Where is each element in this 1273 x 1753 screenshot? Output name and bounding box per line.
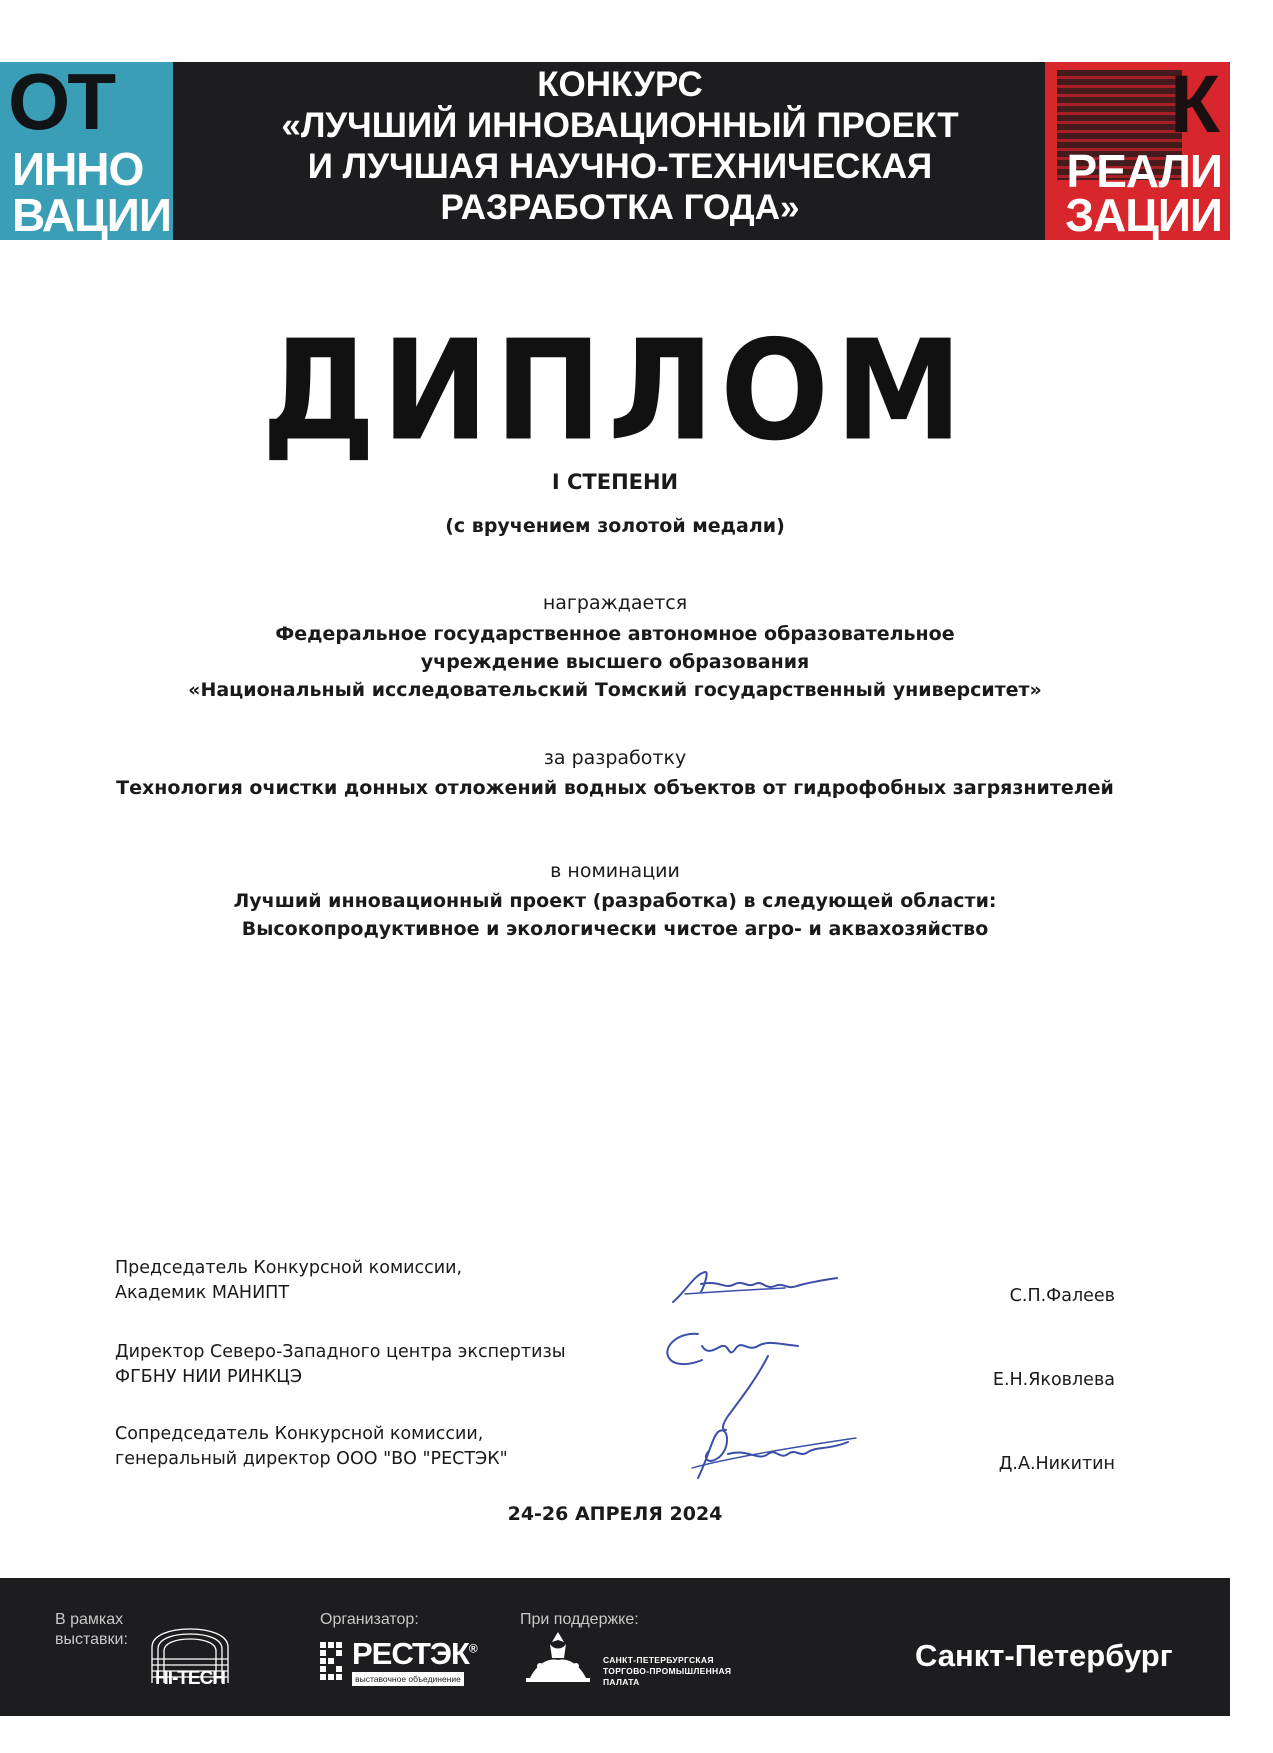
- organizer-name: [352, 1636, 477, 1672]
- signatory-role: [115, 1256, 462, 1306]
- organizer-subtitle: выставочное объединение: [352, 1672, 464, 1686]
- signatory-role-line: Председатель Конкурсной комиссии,: [115, 1258, 463, 1278]
- diploma-medal-note: (с вручением золотой медали): [445, 515, 785, 537]
- logo-k-realizatsii: [1045, 62, 1230, 240]
- exhibition-label-line: выставки:: [55, 1631, 128, 1648]
- signatory-role-line: Директор Северо-Западного центра экспертизы: [115, 1342, 566, 1362]
- nomination-line: Высокопродуктивное и экологически чистое агро- и аквахозяйство: [241, 918, 989, 940]
- development-title: Технология очистки донных отложений водных объектов от гидрофобных загрязнителей: [116, 777, 1114, 799]
- chamber-emblem-icon: [520, 1628, 596, 1684]
- logo-right-line3: ЗАЦИИ: [1065, 189, 1222, 240]
- diploma-degree: I СТЕПЕНИ: [551, 470, 679, 494]
- exhibition-name: HI-TECH: [154, 1668, 226, 1689]
- logo-right-line2: РЕАЛИ: [1066, 145, 1222, 197]
- logo-left-line3: ВАЦИИ: [12, 189, 171, 240]
- chamber-name-line: ПАЛАТА: [603, 1677, 640, 1687]
- organizer-name-text: РЕСТЭК: [352, 1636, 469, 1671]
- chamber-name-line: ТОРГОВО-ПРОМЫШЛЕННАЯ: [603, 1666, 732, 1676]
- chamber-name-line: САНКТ-ПЕТЕРБУРГСКАЯ: [603, 1655, 714, 1665]
- signatory-row: [115, 1422, 1115, 1482]
- recipient-line: Федеральное государственное автономное образовательное: [275, 623, 955, 645]
- signatory-name: Д.А.Никитин: [998, 1454, 1115, 1474]
- nomination-label: в номинации: [550, 860, 680, 882]
- signatory-name: С.П.Фалеев: [1009, 1286, 1115, 1306]
- nomination-line: Лучший инновационный проект (разработка) в следующей области:: [233, 890, 997, 912]
- signatory-role-line: ФГБНУ НИИ РИНКЦЭ: [115, 1367, 303, 1387]
- contest-title-line: КОНКУРС: [537, 65, 703, 104]
- exhibition-label-line: В рамках: [55, 1611, 124, 1628]
- for-development-label: за разработку: [543, 747, 687, 769]
- chamber-name: [603, 1655, 731, 1688]
- contest-title-line: «ЛУЧШИЙ ИННОВАЦИОННЫЙ ПРОЕКТ: [281, 106, 959, 145]
- signature-nikitin: [688, 1418, 863, 1488]
- signature-faleev: [665, 1262, 845, 1312]
- nomination: [0, 887, 1230, 943]
- diploma-title: ДИПЛОМ: [261, 311, 969, 472]
- signatory-row: [115, 1340, 1115, 1400]
- recipient-line: «Национальный исследовательский Томский государственный университет»: [188, 679, 1042, 701]
- restek-grid-icon: [320, 1642, 348, 1682]
- logo-left-line1: ОТ: [8, 62, 114, 146]
- signatory-row: [115, 1256, 1115, 1316]
- contest-title: [240, 62, 1000, 228]
- awarded-label: награждается: [542, 592, 688, 614]
- exhibition-label: [55, 1610, 128, 1650]
- signatory-role-line: генеральный директор ООО "ВО "РЕСТЭК": [115, 1449, 508, 1469]
- event-date: 24-26 АПРЕЛЯ 2024: [507, 1503, 723, 1525]
- signatory-role-line: Академик МАНИПТ: [115, 1283, 290, 1303]
- signatory-role-line: Сопредседатель Конкурсной комиссии,: [115, 1424, 484, 1444]
- contest-title-line: РАЗРАБОТКА ГОДА»: [440, 188, 800, 227]
- logo-left-line2: ИННО: [12, 143, 144, 195]
- signatory-role: [115, 1422, 508, 1472]
- city-name: Санкт-Петербург: [915, 1638, 1173, 1673]
- signatory-role: [115, 1340, 566, 1390]
- logo-ot-innovatsii: [0, 62, 173, 240]
- recipient: [0, 620, 1230, 704]
- registered-mark: ®: [468, 1641, 477, 1656]
- logo-right-line1: К: [1169, 62, 1220, 150]
- support-label: При поддержке:: [520, 1611, 639, 1628]
- organizer-label: Организатор:: [320, 1611, 419, 1628]
- recipient-line: учреждение высшего образования: [420, 651, 810, 673]
- contest-title-line: И ЛУЧШАЯ НАУЧНО-ТЕХНИЧЕСКАЯ: [307, 147, 933, 186]
- signatory-name: Е.Н.Яковлева: [992, 1370, 1115, 1390]
